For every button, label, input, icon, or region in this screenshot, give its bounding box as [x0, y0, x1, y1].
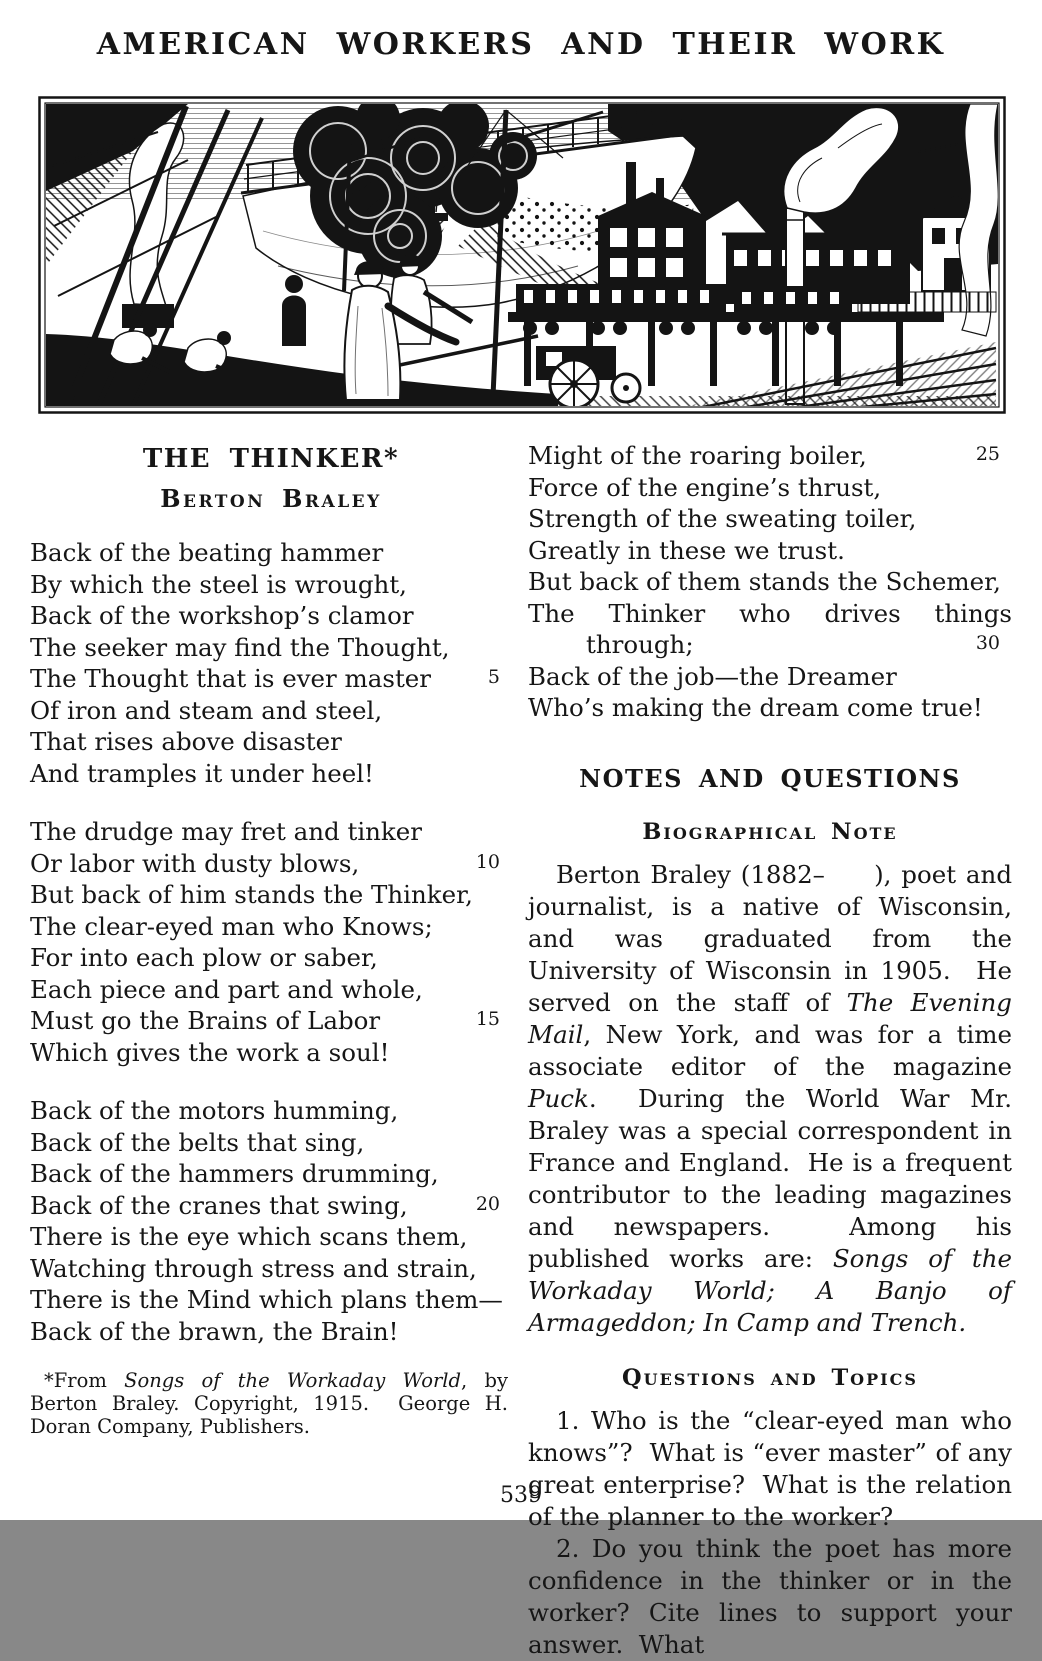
poem-line [30, 726, 512, 758]
poem-byline: Berton Braley [160, 484, 382, 513]
bio-text: , New York, and was for a time associate editor of the magazine [528, 1019, 1012, 1081]
poem-line [528, 440, 1012, 472]
poem-line-text: By which the steel is wrought, [30, 569, 407, 599]
bio-italic-title: Songs of the Workaday World; A Banjo of Armageddon; In Camp and Trench. [528, 1243, 1013, 1337]
poem-line [30, 879, 512, 911]
poem-line-text: through; [586, 630, 694, 659]
poem-line-text: Which gives the work a soul! [30, 1037, 390, 1067]
poem-line-text: Back of the belts that sing, [30, 1127, 365, 1157]
poem-line-text: Watching through stress and strain, [30, 1253, 477, 1283]
footnote [30, 1369, 512, 1438]
poem-line-text: The seeker may find the Thought, [30, 632, 450, 662]
line-number: 20 [475, 1192, 500, 1215]
biographical-note-paragraph [528, 859, 1012, 1339]
poem-line-text: Might of the roaring boiler, [528, 441, 867, 470]
poem-line [30, 1095, 512, 1127]
poem-line-text: Of iron and steam and steel, [30, 695, 383, 725]
poem-line [528, 535, 1012, 567]
poem-line-text: Greatly in these we trust. [528, 535, 845, 565]
poem-line-text: Force of the engine’s thrust, [528, 472, 882, 502]
poem-line [30, 1127, 512, 1159]
poem-line [30, 974, 512, 1006]
poem-line [30, 816, 512, 848]
poem-line-text: Strength of the sweating toiler, [528, 504, 917, 533]
poem-line-text: Back of the hammers drumming, [30, 1159, 439, 1188]
poem-line-text: That rises above disaster [30, 727, 342, 756]
poem-title: THE THINKER* [142, 444, 400, 474]
poem-line [30, 1316, 512, 1348]
page-title: AMERICAN WORKERS AND THEIR WORK [96, 27, 946, 62]
notes-and-questions-heading: NOTES AND QUESTIONS [579, 763, 961, 793]
poem-line [528, 598, 1012, 630]
stanza-1 [30, 537, 512, 789]
poem-line-text: For into each plow or saber, [30, 943, 378, 972]
illustration-frame [38, 96, 1006, 414]
poem-line [528, 661, 1012, 693]
poem-line-text: Back of the beating hammer [30, 538, 384, 567]
bio-text: . During the World War Mr. Braley was a special correspondent in France and England. He is a frequent contributor to the leading magazines and newspapers. Among his published works are: [528, 1083, 1012, 1273]
poem-line [30, 758, 512, 790]
poem-line-text: There is the eye which scans them, [30, 1222, 468, 1251]
right-column [528, 440, 1012, 1661]
poem-line-text: The Thought that is ever master [30, 664, 432, 693]
question-2: 2. Do you think the poet has more confidence in the thinker or in the worker? Cite lines to support your answer. What [528, 1533, 1012, 1659]
poem-line-text: Back of the workshop’s clamor [30, 601, 414, 630]
poem-line [528, 472, 1012, 504]
bio-italic-title: The Evening Mail [528, 987, 1012, 1049]
question-1: 1. Who is the “clear-eyed man who knows”? What is “ever master” of any great enterprise? What is the relation of the planner to the worker? [528, 1405, 1012, 1531]
poem-line [30, 1284, 512, 1316]
poem-line-text: Back of the job—the Dreamer [528, 661, 897, 691]
poem-line [30, 1190, 512, 1222]
line-number: 10 [475, 850, 500, 873]
poem-line [30, 569, 512, 601]
poem-line [30, 537, 512, 569]
poem-line [30, 695, 512, 727]
poem-line-text: Or labor with dusty blows, [30, 848, 360, 878]
poem-line-text: But back of them stands the Schemer, [528, 567, 1001, 596]
poem-line [30, 1037, 512, 1069]
poem-line [30, 632, 512, 664]
poem-line [30, 600, 512, 632]
bio-italic-title: Puck [528, 1083, 589, 1113]
poem-line [30, 1005, 512, 1037]
line-number: 30 [975, 632, 1000, 654]
poem-line [528, 566, 1012, 598]
poem-line [528, 503, 1012, 535]
footnote-text: , by Berton Braley. Copyright, 1915. George H. Doran Company, Publishers. [30, 1369, 508, 1438]
stanza-2 [30, 816, 512, 1068]
poem-line-text: Who’s making the dream come true! [528, 693, 983, 722]
poem-line-text: The Thinker who drives things [528, 598, 1012, 628]
poem-line-text: And tramples it under heel! [30, 758, 374, 788]
poem-line [30, 848, 512, 880]
poem-line [30, 1253, 512, 1285]
poem-line [30, 911, 512, 943]
stanza-4 [528, 440, 1012, 724]
biographical-note-heading: Biographical Note [642, 818, 898, 845]
poem-line [30, 1158, 512, 1190]
poem-line-text: Must go the Brains of Labor [30, 1006, 381, 1035]
questions-and-topics-heading: Questions and Topics [622, 1364, 918, 1391]
line-number: 5 [487, 666, 500, 688]
poem-line-text: The clear-eyed man who Knows; [30, 911, 433, 941]
poem-line [30, 1221, 512, 1253]
two-column-text [0, 440, 1042, 1661]
poem-line [30, 942, 512, 974]
shipyard-illustration [38, 96, 1006, 414]
poem-line-text: The drudge may fret and tinker [30, 817, 422, 846]
poem-line-text: Back of the motors humming, [30, 1096, 399, 1125]
bio-text: Berton Braley (1882– ), poet and journalist, is a native of Wisconsin, and was graduated from the University of Wisconsin in 1905. He served on the staff of [528, 859, 1012, 1017]
poem-line [528, 692, 1012, 724]
line-number: 15 [475, 1008, 500, 1030]
poem-line [30, 663, 512, 695]
footnote-text: *From [44, 1369, 125, 1392]
stanza-3 [30, 1095, 512, 1347]
poem-line [528, 629, 1012, 661]
left-column [30, 440, 512, 1458]
footnote-book-title: Songs of the Workaday World [124, 1369, 462, 1392]
poem-line-text: Back of the brawn, the Brain! [30, 1316, 399, 1346]
poem-line-text: But back of him stands the Thinker, [30, 880, 473, 909]
poem-line-text: Each piece and part and whole, [30, 974, 423, 1004]
poem-line-text: There is the Mind which plans them— [30, 1285, 503, 1314]
line-number: 25 [975, 443, 1000, 465]
poem-line-text: Back of the cranes that swing, [30, 1190, 408, 1220]
page-number: 539 [500, 1483, 542, 1508]
